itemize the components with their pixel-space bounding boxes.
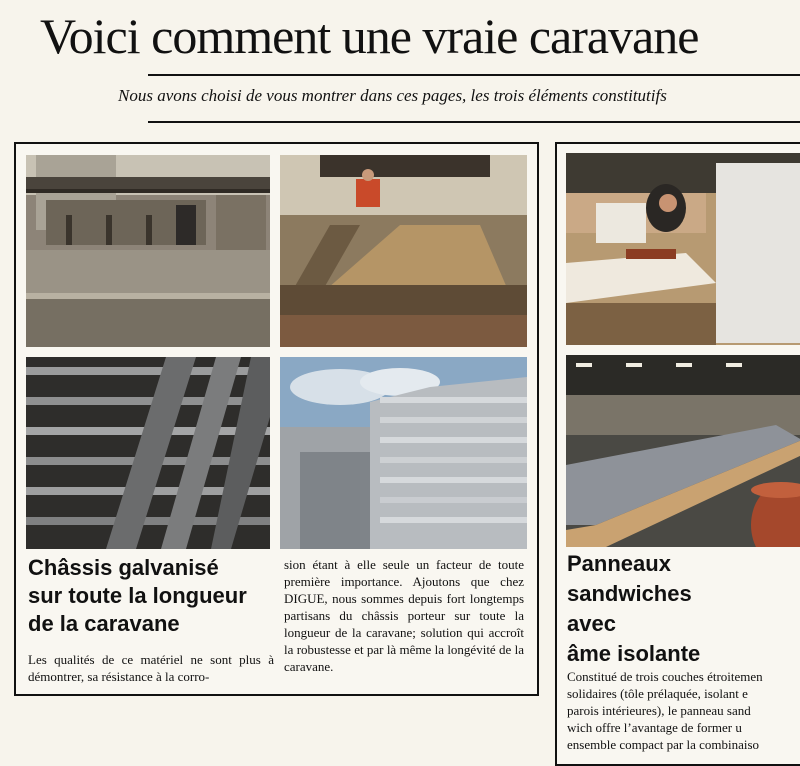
panneaux-text-line: solidaires (tôle prélaquée, isolant e (567, 686, 748, 701)
headline-rule (148, 74, 800, 76)
chassis-title-line: de la caravane (28, 611, 180, 636)
panneaux-text-line: parois intérieures), le panneau sand (567, 703, 751, 718)
panneaux-title (567, 549, 797, 669)
photo-chassis-beams (26, 357, 270, 549)
photo-galvanized-stacks (280, 357, 527, 549)
page-headline: Voici comment une vraie caravane (40, 8, 699, 64)
panneaux-text-line: wich offre l’avantage de former u (567, 720, 742, 735)
panneaux-text-line: ensemble compact par la combinaiso (567, 737, 760, 752)
panneaux-text-line: Constitué de trois couches étroitemen (567, 669, 763, 684)
panneaux-title-line: Panneaux (567, 551, 671, 576)
photo-panel-assembly (566, 153, 800, 345)
photo-dipping-tank (280, 155, 527, 347)
subtitle-rule (148, 121, 800, 123)
chassis-text-col1: Les qualités de ce matériel ne sont plus à démontrer, sa résistance à la corro- (28, 652, 274, 684)
chassis-title-line: Châssis galvanisé (28, 555, 219, 580)
chassis-section-box (14, 142, 539, 696)
panneaux-title-line: âme isolante (567, 641, 701, 666)
panneaux-title-line: avec (567, 611, 616, 636)
panneaux-title-line: sandwiches (567, 581, 692, 606)
panneaux-text (567, 668, 800, 753)
chassis-title (28, 554, 278, 638)
chassis-title-line: sur toute la longueur (28, 583, 247, 608)
chassis-text-col2: sion étant à elle seule un facteur de toute première importance. Ajoutons que chez DIGUE, nous sommes depuis fort longtemps partisans du châssis porteur sur toute la longueur de la caravane; solution qui accroît la robustesse et par là même la longévité de la caravane. (284, 557, 524, 674)
page-subtitle: Nous avons choisi de vous montrer dans ces pages, les trois éléments constitutifs (118, 86, 667, 105)
panneaux-section-box (555, 142, 800, 766)
photo-panel-line (566, 355, 800, 547)
photo-galvanizing-plant (26, 155, 270, 347)
